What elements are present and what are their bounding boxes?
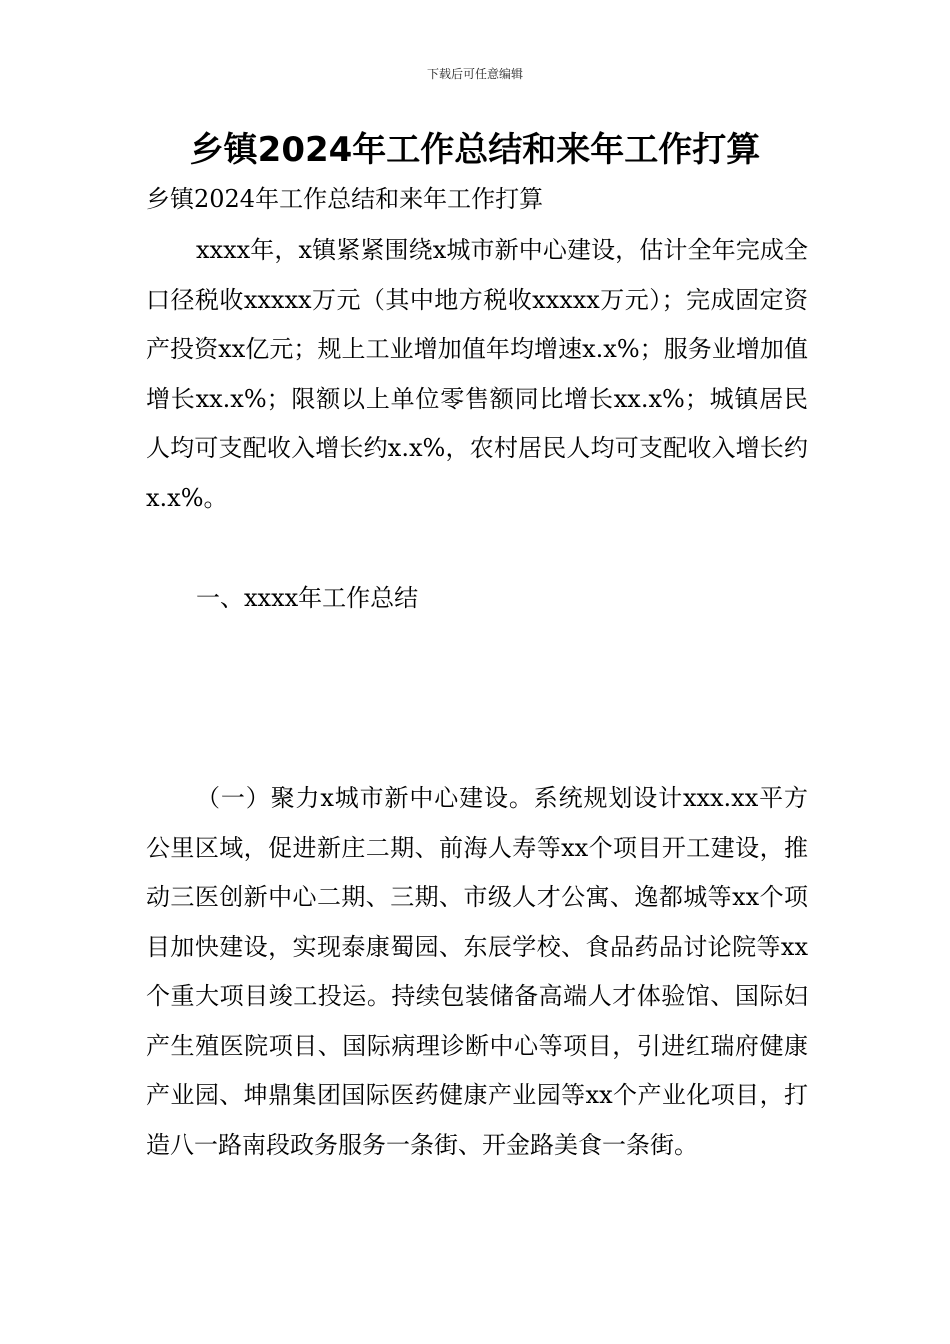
section-heading-work-summary: 一、xxxx年工作总结: [196, 584, 419, 612]
page-header-note: 下载后可任意编辑: [426, 67, 523, 81]
document-title: 乡镇2024年工作总结和来年工作打算: [189, 130, 761, 170]
paragraph-intro: xxxx年，x镇紧紧围绕x城市新中心建设，估计全年完成全口径税收xxxxx万元（其中地方税收xxxxx万元）；完成固定资产投资xx亿元；规上工业增加值年均增速x.x%；服务业增加值增长xx.x%；限额以上单位零售额同比增长xx.x%；城镇居民人均可支配收入增长约x.x%，农村居民人均可支配收入增长约x.x%。: [146, 236, 808, 512]
document-subtitle: 乡镇2024年工作总结和来年工作打算: [146, 185, 544, 213]
paragraph-item-one: （一）聚力x城市新中心建设。系统规划设计xxx.xx平方公里区域，促进新庄二期、前海人寿等xx个项目开工建设，推动三医创新中心二期、三期、市级人才公寓、逸都城等xx个项目加快建设，实现泰康蜀园、东辰学校、食品药品讨论院等xx个重大项目竣工投运。持续包装储备高端人才体验馆、国际妇产生殖医院项目、国际病理诊断中心等项目，引进红瑞府健康产业园、坤鼎集团国际医药健康产业园等xx个产业化项目，打造八一路南段政务服务一条街、开金路美食一条街。: [146, 784, 808, 1159]
